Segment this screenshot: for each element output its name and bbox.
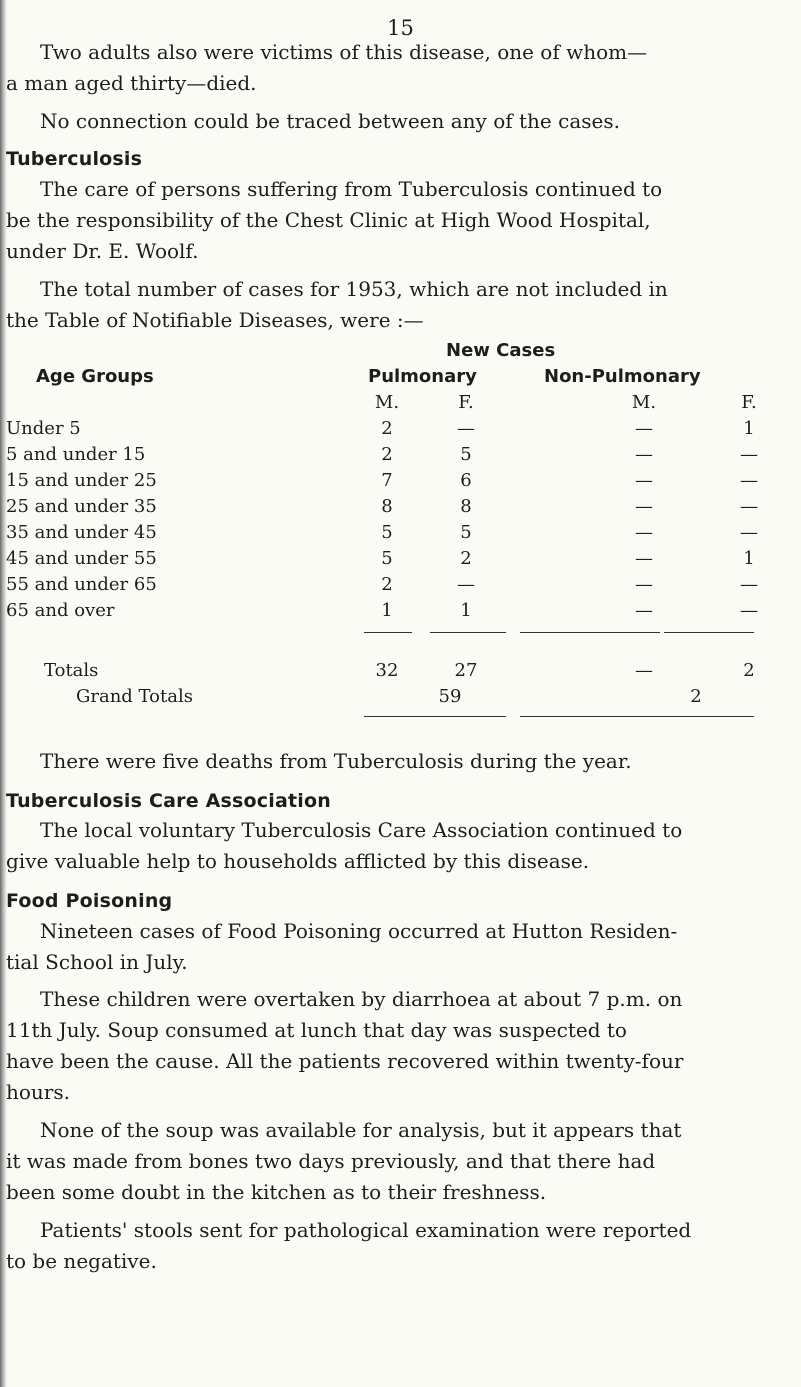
paragraph-line: 11th July. Soup consumed at lunch that day was suspected to [6, 1018, 627, 1042]
cell-nonpulmonary-f: 1 [743, 548, 755, 569]
paragraph-line: give valuable help to households afflicted by this disease. [6, 849, 590, 873]
paragraph-line: have been the cause. All the patients recovered within twenty-four [6, 1049, 684, 1073]
table-pulmonary-header: Pulmonary [368, 366, 477, 387]
paragraph-line: hours. [6, 1080, 70, 1104]
cell-nonpulmonary-f: — [740, 574, 758, 595]
paragraph-line: Nineteen cases of Food Poisoning occurred at Hutton Residen- [40, 919, 678, 943]
table-group-header: New Cases [446, 340, 556, 361]
cell-pulmonary-f: 1 [460, 600, 472, 621]
paragraph-line: No connection could be traced between any of the cases. [40, 109, 620, 133]
cell-pulmonary-m: 5 [381, 522, 393, 543]
cell-nonpulmonary-m: — [635, 522, 653, 543]
paragraph-line: the Table of Notifiable Diseases, were :— [6, 308, 424, 332]
row-label: 25 and under 35 [6, 496, 157, 517]
table-nonpulmonary-header: Non-Pulmonary [544, 366, 701, 387]
grand-totals-label: Grand Totals [76, 686, 193, 707]
cell-nonpulmonary-m: — [635, 548, 653, 569]
row-label: 15 and under 25 [6, 470, 157, 491]
grand-total-pulmonary: 59 [438, 686, 462, 707]
row-label: 45 and under 55 [6, 548, 157, 569]
table-rule [364, 716, 506, 717]
cell-pulmonary-m: 7 [381, 470, 393, 491]
paragraph-line: to be negative. [6, 1249, 157, 1273]
paragraph-line: tial School in July. [6, 950, 188, 974]
cell-nonpulmonary-f: — [740, 522, 758, 543]
cell-pulmonary-f: 5 [460, 522, 472, 543]
row-label: 35 and under 45 [6, 522, 157, 543]
paragraph-line: Two adults also were victims of this disease, one of whom— [40, 40, 648, 64]
cell-nonpulmonary-f: — [740, 600, 758, 621]
cell-nonpulmonary-m: — [635, 444, 653, 465]
cell-nonpulmonary-f: — [740, 496, 758, 517]
page-number: 15 [387, 16, 414, 40]
paragraph-line: be the responsibility of the Chest Clinic at High Wood Hospital, [6, 208, 651, 232]
paragraph-line: There were five deaths from Tuberculosis during the year. [40, 749, 632, 773]
cell-pulmonary-m: 1 [381, 600, 393, 621]
subheader-pulmonary-m: M. [374, 392, 400, 413]
subheader-nonpulmonary-m: M. [631, 392, 657, 413]
cell-pulmonary-m: 2 [381, 574, 393, 595]
paragraph-line: These children were overtaken by diarrhoea at about 7 p.m. on [40, 987, 683, 1011]
table-age-header: Age Groups [36, 366, 154, 387]
table-rule [430, 632, 506, 633]
cell-pulmonary-m: 5 [381, 548, 393, 569]
table-rule [520, 632, 660, 633]
total-pulmonary-m: 32 [375, 660, 399, 681]
cell-pulmonary-m: 2 [381, 418, 393, 439]
cell-pulmonary-f: 5 [460, 444, 472, 465]
total-pulmonary-f: 27 [454, 660, 478, 681]
cell-nonpulmonary-f: 1 [743, 418, 755, 439]
cell-pulmonary-f: 2 [460, 548, 472, 569]
subheader-pulmonary-f: F. [458, 392, 474, 413]
paragraph-line: it was made from bones two days previously, and that there had [6, 1149, 656, 1173]
cell-pulmonary-f: — [457, 418, 475, 439]
paragraph-line: The total number of cases for 1953, which are not included in [40, 277, 668, 301]
section-heading-care-association: Tuberculosis Care Association [6, 790, 331, 812]
cell-nonpulmonary-m: — [635, 574, 653, 595]
totals-label: Totals [44, 660, 99, 681]
row-label: 65 and over [6, 600, 115, 621]
row-label: Under 5 [6, 418, 81, 439]
total-nonpulmonary-f: 2 [743, 660, 755, 681]
total-nonpulmonary-m: — [635, 660, 653, 681]
paragraph-line: The local voluntary Tuberculosis Care Association continued to [40, 818, 683, 842]
paragraph-line: under Dr. E. Woolf. [6, 239, 199, 263]
table-rule [664, 632, 754, 633]
paragraph-line: None of the soup was available for analysis, but it appears that [40, 1118, 682, 1142]
subheader-nonpulmonary-f: F. [741, 392, 757, 413]
cell-nonpulmonary-m: — [635, 418, 653, 439]
cell-nonpulmonary-m: — [635, 496, 653, 517]
cell-nonpulmonary-f: — [740, 444, 758, 465]
table-rule [364, 632, 412, 633]
cell-pulmonary-f: 6 [460, 470, 472, 491]
cell-nonpulmonary-m: — [635, 600, 653, 621]
cell-pulmonary-f: 8 [460, 496, 472, 517]
table-rule [520, 716, 754, 717]
row-label: 55 and under 65 [6, 574, 157, 595]
paragraph-line: Patients' stools sent for pathological examination were reported [40, 1218, 692, 1242]
section-heading-food-poisoning: Food Poisoning [6, 890, 173, 912]
section-heading-tuberculosis: Tuberculosis [6, 148, 143, 170]
cell-nonpulmonary-f: — [740, 470, 758, 491]
paragraph-line: The care of persons suffering from Tuberculosis continued to [40, 177, 663, 201]
cell-pulmonary-m: 8 [381, 496, 393, 517]
cell-nonpulmonary-m: — [635, 470, 653, 491]
row-label: 5 and under 15 [6, 444, 146, 465]
cell-pulmonary-m: 2 [381, 444, 393, 465]
cell-pulmonary-f: — [457, 574, 475, 595]
paragraph-line: a man aged thirty—died. [6, 71, 257, 95]
grand-total-nonpulmonary: 2 [690, 686, 702, 707]
paragraph-line: been some doubt in the kitchen as to their freshness. [6, 1180, 547, 1204]
